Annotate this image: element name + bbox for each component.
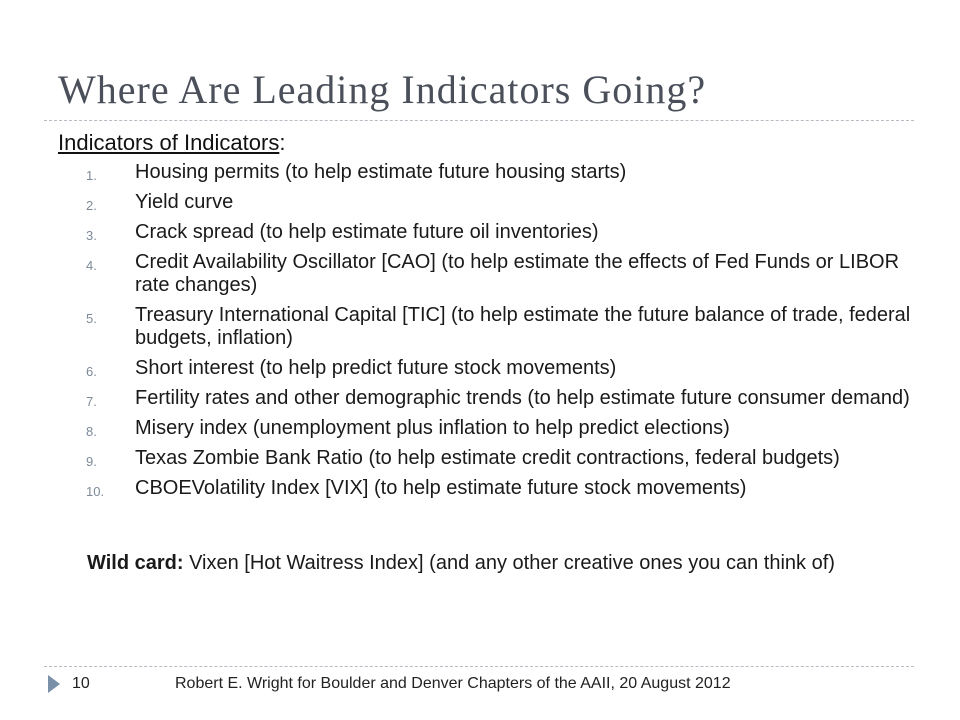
- section-heading-colon: :: [279, 130, 286, 155]
- item-number: 2.: [86, 198, 97, 213]
- list-item: [0, 161, 960, 184]
- item-text: Crack spread (to help estimate future oil inventories): [135, 221, 599, 243]
- item-number: 1.: [86, 168, 97, 183]
- wild-card: [87, 552, 912, 575]
- footer-divider: [44, 666, 914, 667]
- list-item: [0, 191, 960, 214]
- wild-card-label: Wild card:: [87, 552, 184, 574]
- page-number: 10: [72, 675, 90, 692]
- item-text: Housing permits (to help estimate future housing starts): [135, 161, 627, 183]
- item-text: Short interest (to help predict future stock movements): [135, 357, 617, 379]
- list-item: [0, 417, 960, 440]
- item-number: 7.: [86, 394, 97, 409]
- wild-card-text: Vixen [Hot Waitress Index] (and any other creative ones you can think of): [189, 552, 835, 574]
- footer-text: Robert E. Wright for Boulder and Denver Chapters of the AAII, 20 August 2012: [175, 675, 731, 692]
- item-text: Yield curve: [135, 191, 234, 213]
- list-item: [0, 221, 960, 244]
- item-number: 8.: [86, 424, 97, 439]
- list-item: [0, 477, 960, 500]
- item-text: Texas Zombie Bank Ratio (to help estimate credit contractions, federal budgets): [135, 447, 840, 469]
- item-text: Credit Availability Oscillator [CAO] (to help estimate the effects of Fed Funds or LIBOR rate changes): [135, 251, 900, 296]
- item-text: Misery index (unemployment plus inflation to help predict elections): [135, 417, 730, 439]
- item-number: 9.: [86, 454, 97, 469]
- triangle-bullet-icon: [48, 675, 60, 693]
- item-number: 6.: [86, 364, 97, 379]
- section-heading: [58, 130, 285, 156]
- item-number: 4.: [86, 258, 97, 273]
- list-item: [0, 447, 960, 470]
- item-text: Fertility rates and other demographic trends (to help estimate future consumer demand): [135, 387, 910, 409]
- item-number: 3.: [86, 228, 97, 243]
- item-text: Treasury International Capital [TIC] (to help estimate the future balance of trade, federal budgets, inflation): [135, 304, 911, 349]
- slide-title: Where Are Leading Indicators Going?: [58, 67, 707, 112]
- item-number: 10.: [86, 484, 105, 499]
- list-item: [0, 357, 960, 380]
- title-divider: [44, 120, 914, 121]
- indicator-list: [0, 161, 960, 507]
- list-item: [0, 387, 960, 410]
- list-item: [0, 251, 960, 297]
- list-item: [0, 304, 960, 350]
- section-heading-text: Indicators of Indicators: [58, 130, 280, 155]
- item-number: 5.: [86, 311, 97, 326]
- item-text: CBOEVolatility Index [VIX] (to help estimate future stock movements): [135, 477, 747, 499]
